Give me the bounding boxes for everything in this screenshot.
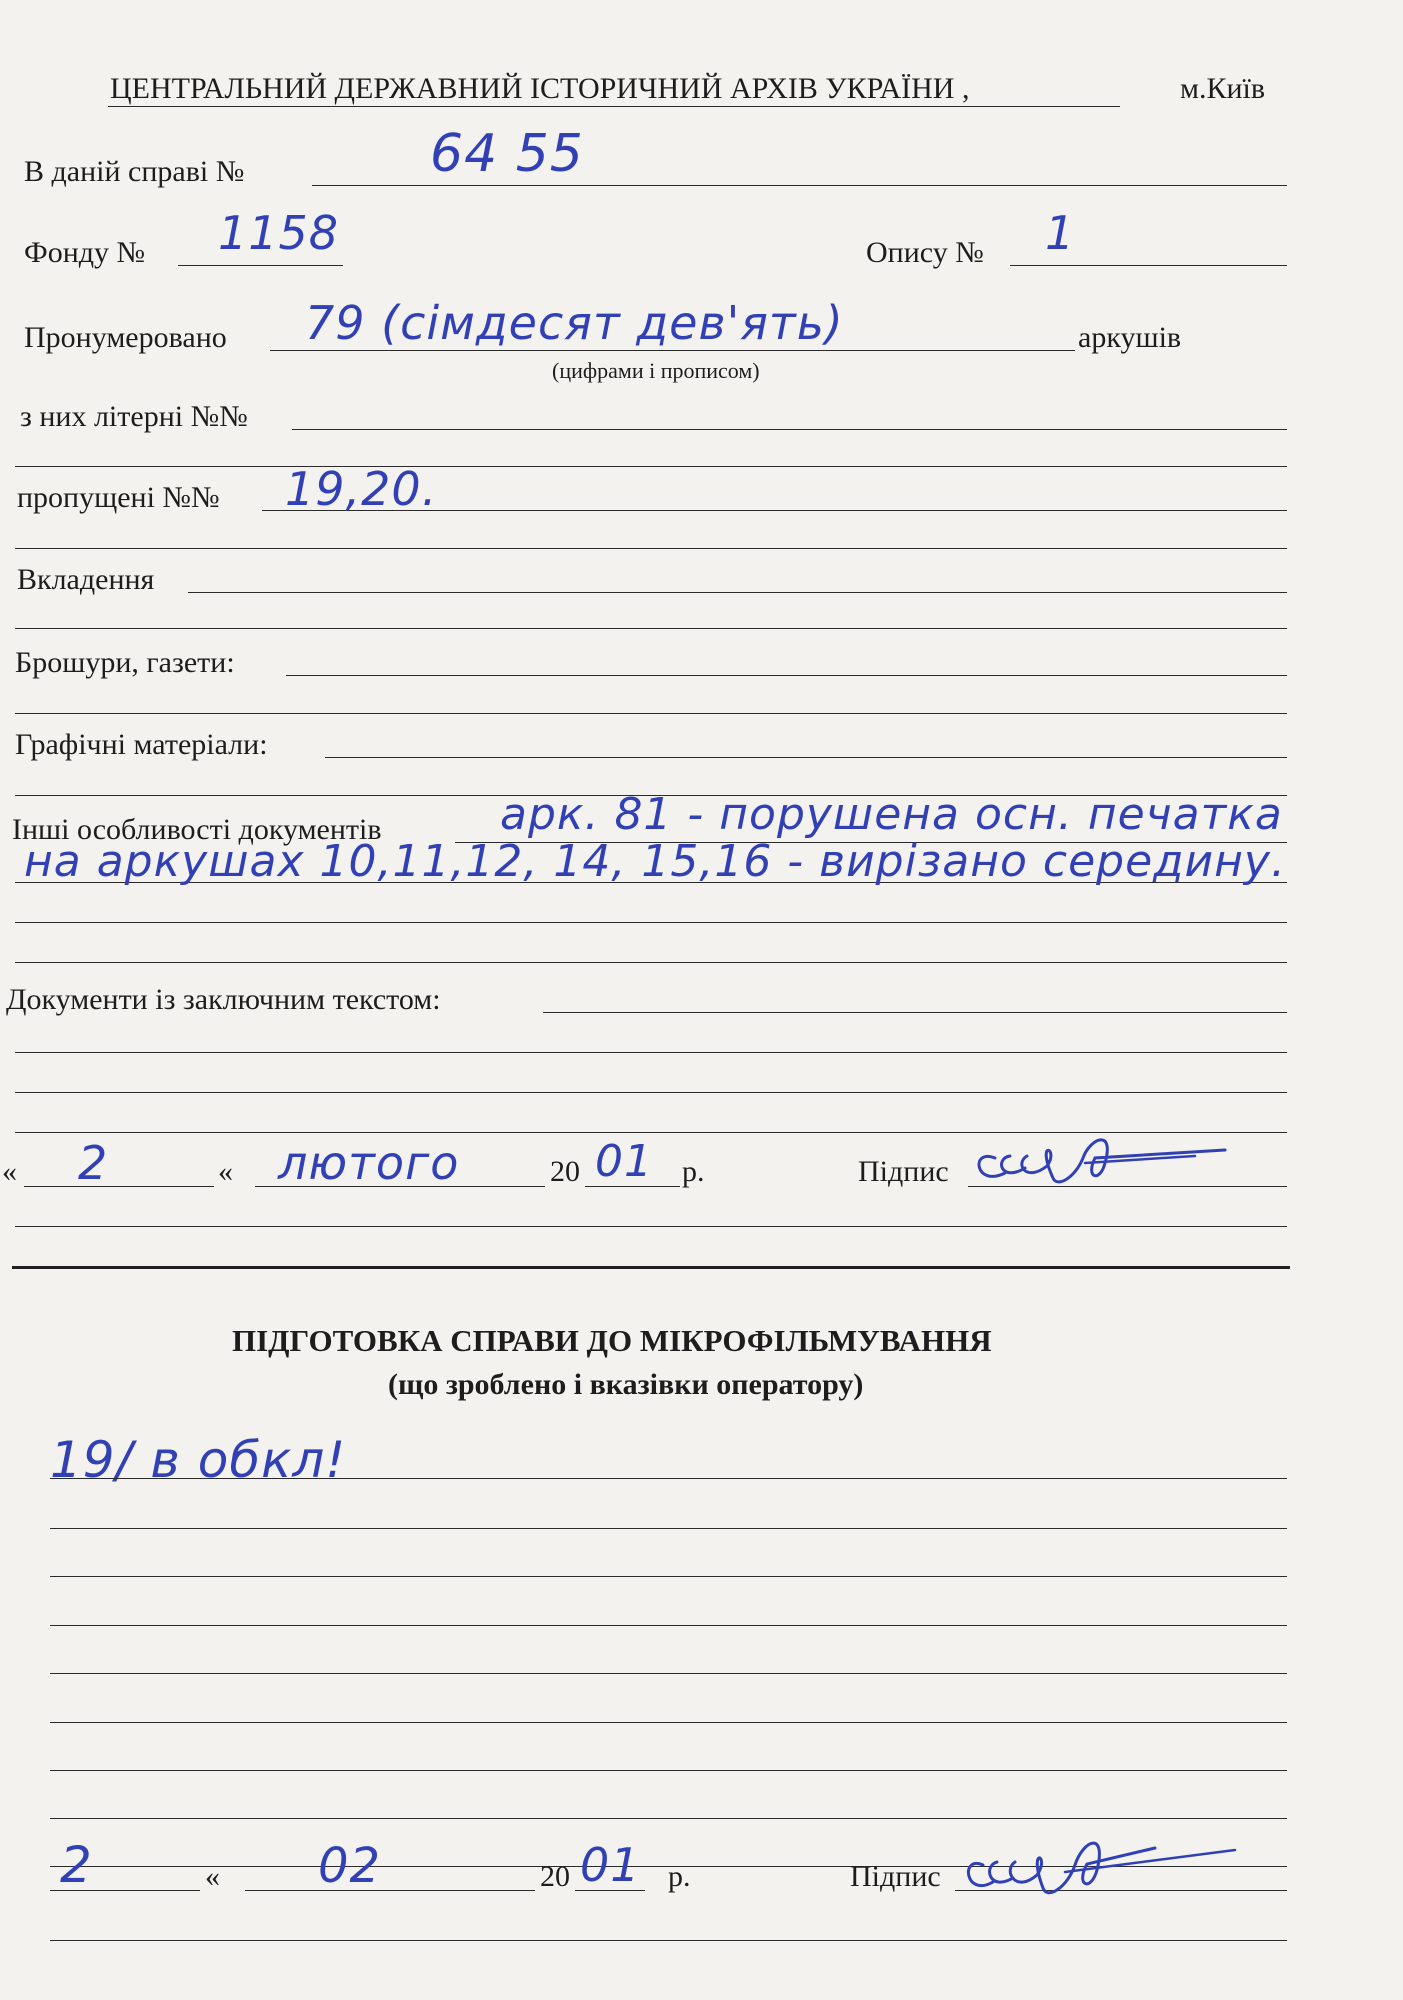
- date1-open-quote: «: [2, 1155, 17, 1188]
- numbered-label: Пронумеровано: [24, 321, 227, 354]
- other-value-line2: на аркушах 10,11,12, 14, 15,16 - вирізано середину.: [24, 836, 1286, 887]
- date2-day: 2: [60, 1836, 93, 1894]
- microfilm-line-2: [50, 1528, 1287, 1529]
- opys-label: Опису №: [866, 236, 984, 269]
- case-value: 64 55: [430, 124, 584, 184]
- date1-year-suffix: 01: [595, 1136, 653, 1187]
- section-separator: [12, 1266, 1290, 1269]
- final-text-label: Документи із заключним текстом:: [6, 983, 441, 1016]
- numbered-suffix: аркушів: [1078, 321, 1182, 354]
- microfilm-line-6: [50, 1722, 1287, 1723]
- numbered-value: 79 (сімдесят дев'ять): [305, 296, 844, 350]
- attachments-line: [188, 592, 1287, 593]
- date2-open-quote: «: [205, 1860, 220, 1893]
- attachments-label: Вкладення: [17, 563, 155, 596]
- other-label: Інші особливості документів: [12, 813, 382, 846]
- date1-close-quote: «: [218, 1155, 233, 1188]
- date1-sign-label: Підпис: [858, 1155, 949, 1188]
- final-text-line-3: [15, 1092, 1287, 1093]
- microfilm-line-3: [50, 1576, 1287, 1577]
- date2-year-prefix: 20: [540, 1860, 570, 1893]
- date1-day: 2: [78, 1136, 109, 1190]
- graphics-label: Графічні матеріали:: [15, 728, 268, 761]
- other-line-3: [15, 922, 1287, 923]
- signature-2: [955, 1820, 1245, 1905]
- date2-month: 02: [318, 1838, 382, 1894]
- date2-month-line: [245, 1890, 535, 1891]
- date2-day-line: [50, 1890, 200, 1891]
- microfilm-line-4: [50, 1625, 1287, 1626]
- graphics-line: [325, 757, 1287, 758]
- final-text-line: [543, 1012, 1287, 1013]
- case-line: [312, 185, 1287, 186]
- header-underline: [108, 106, 1120, 107]
- date2-sign-label: Підпис: [850, 1860, 941, 1893]
- letter-line-2: [15, 466, 1287, 467]
- fond-value: 1158: [218, 206, 340, 260]
- brochures-line-2: [15, 713, 1287, 714]
- date2-year-suffix: 01: [580, 1838, 641, 1892]
- other-value-line1: арк. 81 - порушена осн. печатка: [500, 789, 1283, 840]
- city: м.Київ: [1180, 72, 1266, 105]
- microfilm-line-7: [50, 1770, 1287, 1771]
- fond-line: [178, 265, 343, 266]
- date2-r: р.: [668, 1860, 691, 1893]
- fond-label: Фонду №: [24, 236, 146, 269]
- date2-year-line: [575, 1890, 645, 1891]
- date1-day-line: [24, 1186, 214, 1187]
- final-text-line-2: [15, 1052, 1287, 1053]
- skipped-label: пропущені №№: [17, 481, 220, 514]
- brochures-line: [286, 675, 1287, 676]
- opys-value: 1: [1045, 206, 1076, 260]
- date1-line-2: [15, 1226, 1287, 1227]
- microfilm-line-5: [50, 1673, 1287, 1674]
- skipped-value: 19,20.: [285, 462, 438, 516]
- case-label: В даній справі №: [24, 155, 245, 188]
- skipped-line-2: [15, 548, 1287, 549]
- signature-1: [965, 1118, 1235, 1193]
- date1-r: р.: [682, 1155, 705, 1188]
- microfilm-line-8: [50, 1818, 1287, 1819]
- other-line-4: [15, 962, 1287, 963]
- brochures-label: Брошури, газети:: [15, 646, 235, 679]
- date2-line-2: [50, 1940, 1287, 1941]
- archive-name: ЦЕНТРАЛЬНИЙ ДЕРЖАВНИЙ ІСТОРИЧНИЙ АРХІВ УКРАЇНИ ,: [110, 72, 970, 105]
- date1-year-prefix: 20: [550, 1155, 580, 1188]
- attachments-line-2: [15, 628, 1287, 629]
- microfilm-subtitle: (що зроблено і вказівки оператору): [388, 1368, 864, 1401]
- numbered-hint: (цифрами і прописом): [552, 358, 760, 383]
- date1-month: лютого: [278, 1136, 460, 1190]
- letter-line: [292, 429, 1287, 430]
- microfilm-note: 19/ в обкл!: [50, 1431, 347, 1489]
- opys-line: [1010, 265, 1287, 266]
- microfilm-line-1: [50, 1478, 1287, 1479]
- date1-year-line: [585, 1186, 680, 1187]
- letter-label: з них літерні №№: [20, 400, 248, 433]
- numbered-line: [270, 350, 1075, 351]
- microfilm-title: ПІДГОТОВКА СПРАВИ ДО МІКРОФІЛЬМУВАННЯ: [232, 1323, 992, 1358]
